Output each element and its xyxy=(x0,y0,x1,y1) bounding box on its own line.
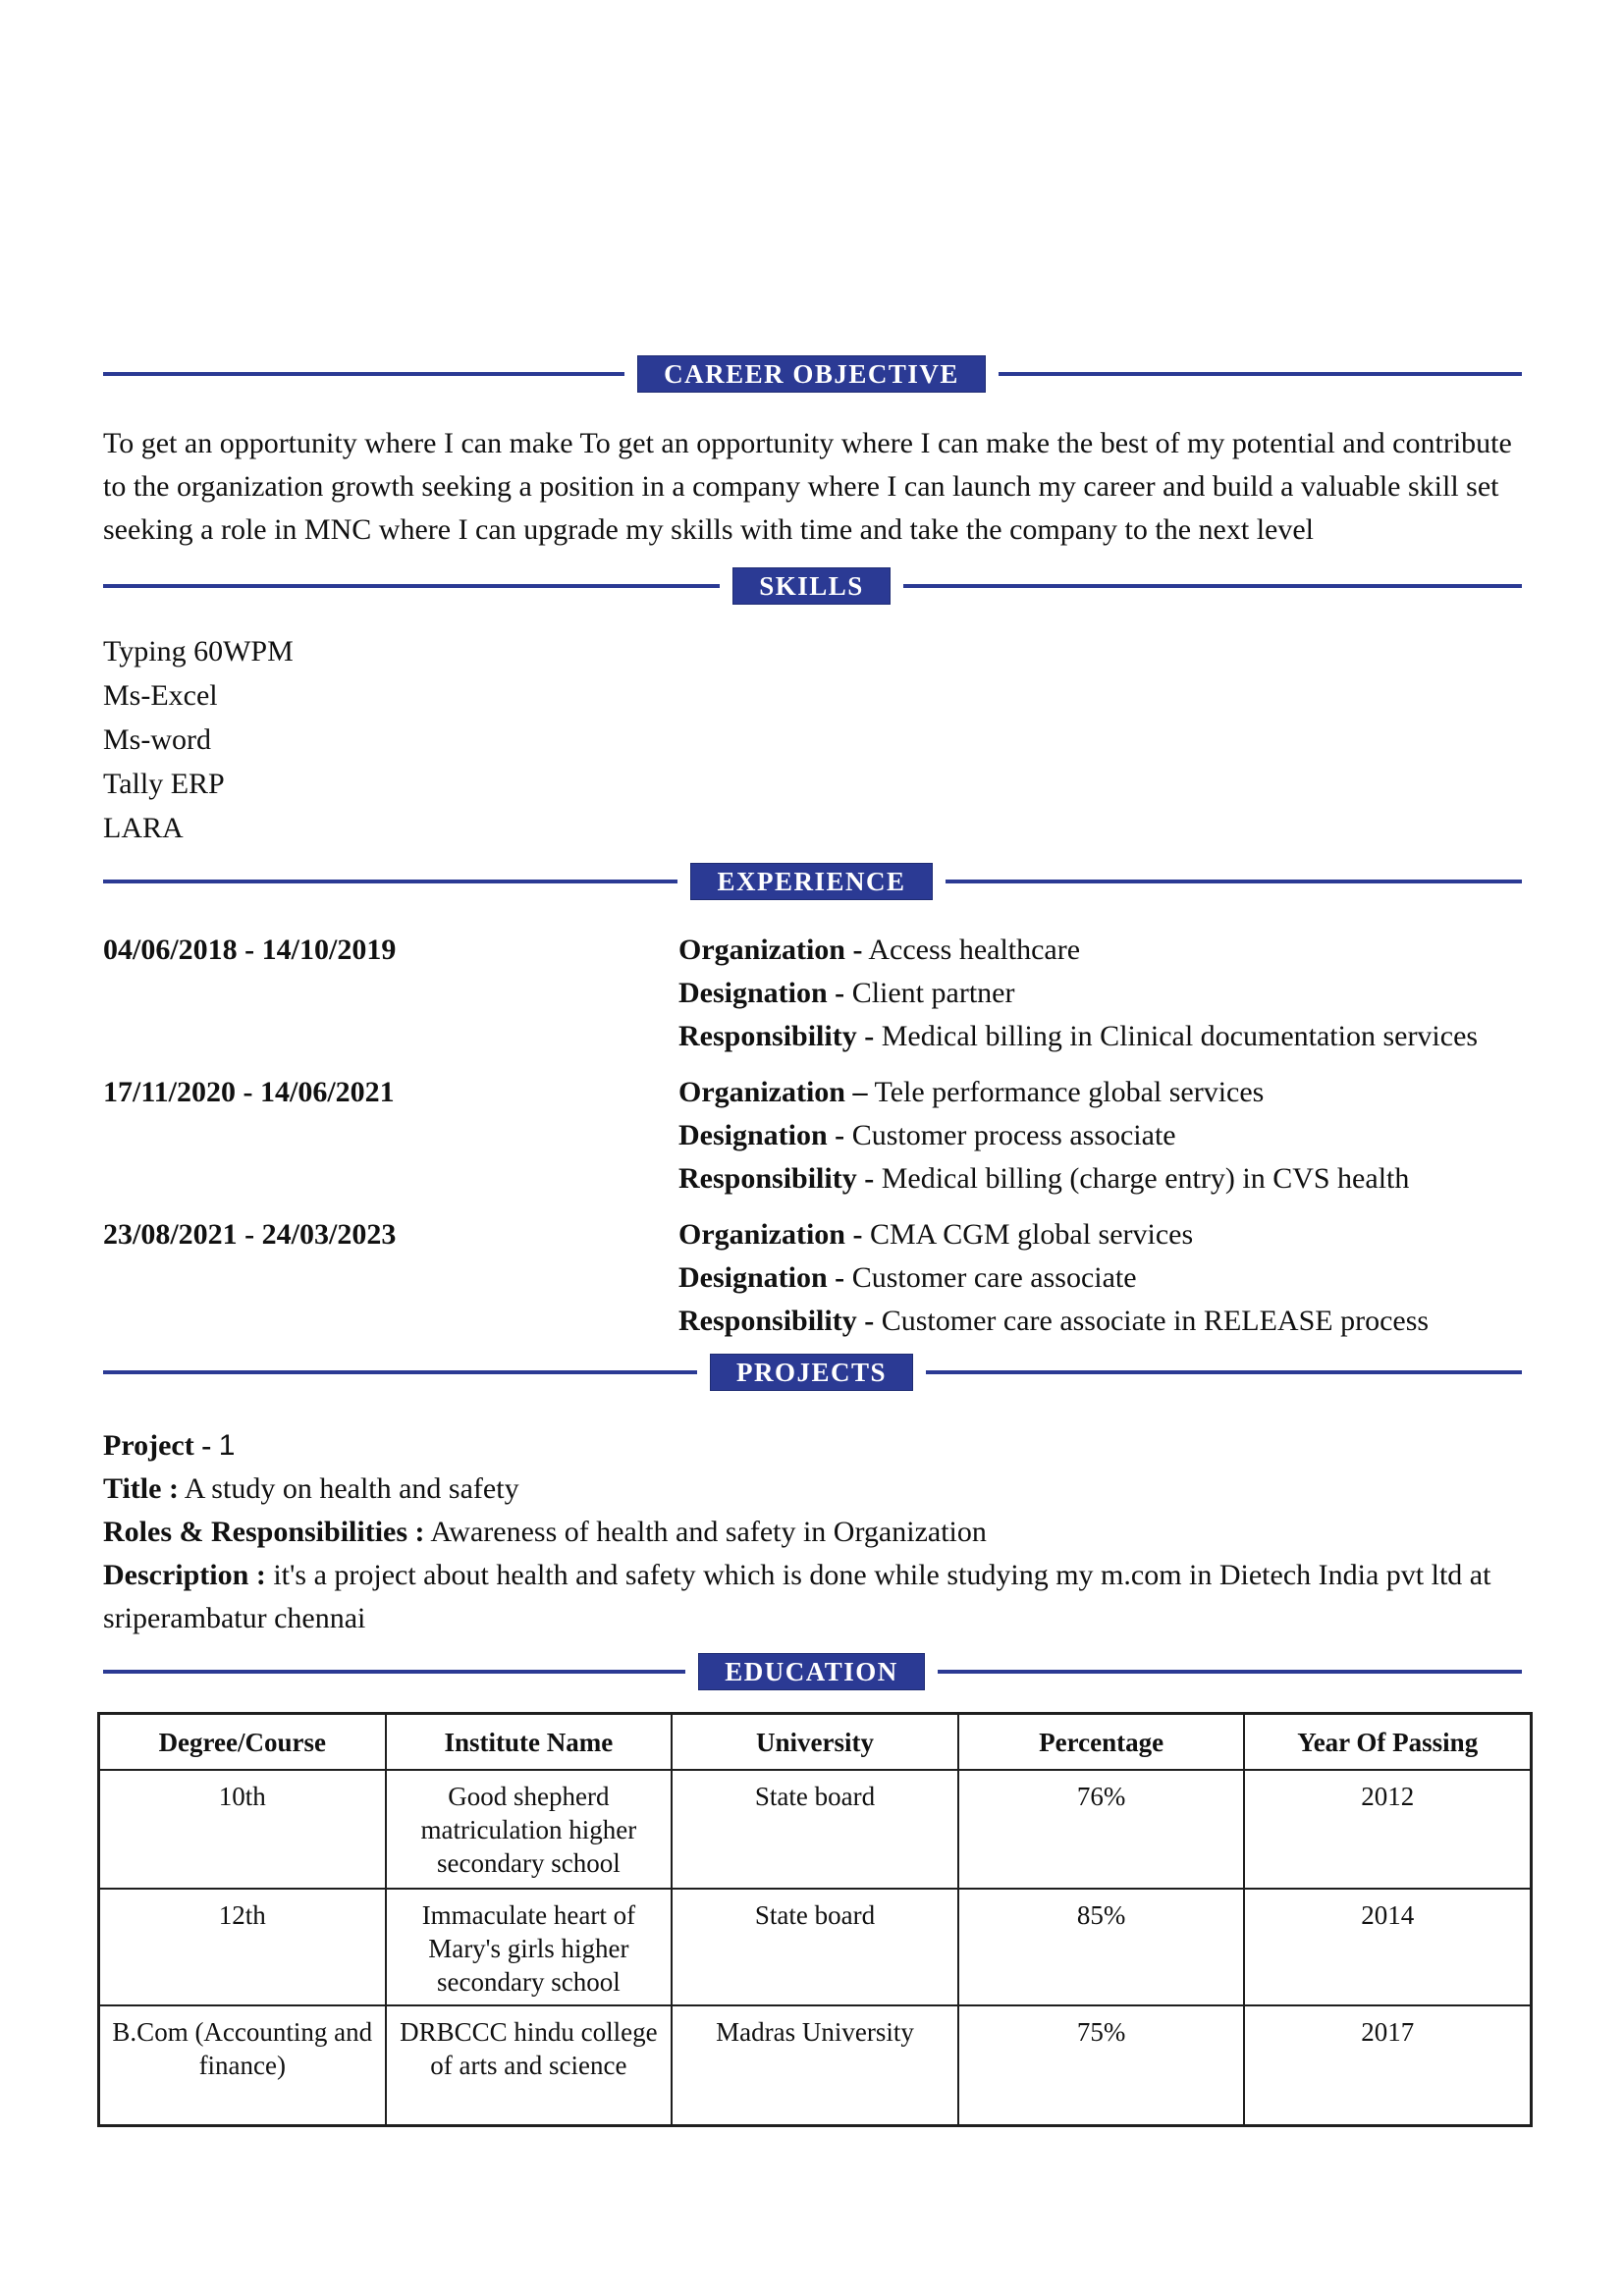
cell-degree: 10th xyxy=(99,1770,386,1889)
col-header-degree: Degree/Course xyxy=(99,1714,386,1771)
experience-period: 23/08/2021 - 24/03/2023 xyxy=(103,1218,397,1251)
cell-year: 2017 xyxy=(1244,2005,1531,2126)
experience-details xyxy=(678,929,1520,1058)
experience-detail-line xyxy=(678,1071,1520,1114)
detail-label: Roles & Responsibilities : xyxy=(103,1516,425,1548)
detail-label: Responsibility - xyxy=(678,1305,875,1337)
skill-item: Tally ERP xyxy=(103,768,225,800)
experience-detail-line xyxy=(678,1300,1520,1343)
section-title-projects: PROJECTS xyxy=(710,1354,913,1391)
section-header-experience xyxy=(0,863,1623,900)
experience-detail-line xyxy=(678,1114,1520,1157)
section-title-experience: EXPERIENCE xyxy=(690,863,932,900)
project-roles-line xyxy=(103,1511,1520,1554)
section-header-skills xyxy=(0,567,1623,605)
experience-entry xyxy=(103,1071,1520,1201)
detail-value: it's a project about health and safety which is done while studying my m.com in Dietech India pvt ltd at sriperambatur chennai xyxy=(103,1559,1491,1634)
section-chip-wrap xyxy=(677,863,945,900)
detail-value: Awareness of health and safety in Organization xyxy=(430,1516,987,1548)
detail-value: 1 xyxy=(218,1429,236,1462)
detail-value: Customer process associate xyxy=(851,1119,1176,1151)
skill-item: Typing 60WPM xyxy=(103,635,294,667)
table-row xyxy=(99,2005,1532,2126)
career-objective-text: To get an opportunity where I can make To get an opportunity where I can make the best of my potential and contribute to the organization growth seeking a position in a company where I can launch my career and build a valuable skill set seeking a role in MNC where I can upgrade my skills with time and take the company to the next level xyxy=(103,427,1512,546)
experience-detail-line xyxy=(678,1213,1520,1256)
detail-label: Organization - xyxy=(678,934,863,966)
detail-label: Organization - xyxy=(678,1218,863,1251)
cell-university: State board xyxy=(672,1889,958,2005)
experience-detail-line xyxy=(678,972,1520,1015)
experience-detail-line xyxy=(678,929,1520,972)
cell-degree: B.Com (Accounting and finance) xyxy=(99,2005,386,2126)
detail-value: CMA CGM global services xyxy=(870,1218,1194,1251)
section-chip-wrap xyxy=(624,355,999,393)
col-header-university: University xyxy=(672,1714,958,1771)
detail-label: Project - xyxy=(103,1429,212,1462)
cell-percentage: 75% xyxy=(958,2005,1245,2126)
cell-degree: 12th xyxy=(99,1889,386,2005)
experience-entry xyxy=(103,929,1520,1058)
skill-item: LARA xyxy=(103,812,184,844)
cell-institute: Good shepherd matriculation higher secondary school xyxy=(386,1770,673,1889)
education-table-wrap xyxy=(97,1712,1533,2127)
col-header-percentage: Percentage xyxy=(958,1714,1245,1771)
detail-label: Responsibility - xyxy=(678,1020,875,1052)
section-header-projects xyxy=(0,1354,1623,1391)
section-title-career-objective: CAREER OBJECTIVE xyxy=(637,355,986,393)
detail-label: Responsibility - xyxy=(678,1162,875,1195)
detail-label: Designation - xyxy=(678,1261,845,1294)
project-number-line xyxy=(103,1424,1520,1468)
section-chip-wrap xyxy=(685,1653,938,1690)
skill-item: Ms-word xyxy=(103,723,211,756)
cell-percentage: 76% xyxy=(958,1770,1245,1889)
education-table xyxy=(97,1712,1533,2127)
detail-value: A study on health and safety xyxy=(184,1472,519,1505)
detail-label: Organization – xyxy=(678,1076,868,1108)
section-chip-wrap xyxy=(697,1354,926,1391)
detail-value: Medical billing (charge entry) in CVS health xyxy=(881,1162,1410,1195)
experience-detail-line xyxy=(678,1015,1520,1058)
detail-label: Designation - xyxy=(678,1119,845,1151)
detail-label: Title : xyxy=(103,1472,179,1505)
education-header-row xyxy=(99,1714,1532,1771)
cell-university: Madras University xyxy=(672,2005,958,2126)
experience-details xyxy=(678,1071,1520,1201)
detail-value: Customer care associate in RELEASE process xyxy=(881,1305,1430,1337)
project-title-line xyxy=(103,1468,1520,1511)
experience-detail-line xyxy=(678,1256,1520,1300)
cell-year: 2014 xyxy=(1244,1889,1531,2005)
table-row xyxy=(99,1889,1532,2005)
projects-section xyxy=(103,1424,1520,1640)
experience-period: 04/06/2018 - 14/10/2019 xyxy=(103,934,397,966)
section-title-education: EDUCATION xyxy=(698,1653,925,1690)
experience-entry xyxy=(103,1213,1520,1343)
experience-section xyxy=(103,929,1520,1343)
experience-detail-line xyxy=(678,1157,1520,1201)
detail-value: Client partner xyxy=(851,977,1015,1009)
detail-label: Designation - xyxy=(678,977,845,1009)
project-description-line xyxy=(103,1554,1520,1640)
section-header-career-objective xyxy=(0,355,1623,393)
skills-list xyxy=(103,629,1520,850)
col-header-institute: Institute Name xyxy=(386,1714,673,1771)
cell-percentage: 85% xyxy=(958,1889,1245,2005)
cell-institute: Immaculate heart of Mary's girls higher secondary school xyxy=(386,1889,673,2005)
section-chip-wrap xyxy=(720,567,903,605)
section-title-skills: SKILLS xyxy=(732,567,891,605)
detail-value: Tele performance global services xyxy=(874,1076,1265,1108)
cell-university: State board xyxy=(672,1770,958,1889)
skill-item: Ms-Excel xyxy=(103,679,218,712)
table-row xyxy=(99,1770,1532,1889)
experience-details xyxy=(678,1213,1520,1343)
detail-value: Medical billing in Clinical documentation services xyxy=(881,1020,1479,1052)
detail-value: Customer care associate xyxy=(851,1261,1137,1294)
detail-label: Description : xyxy=(103,1559,266,1591)
cell-year: 2012 xyxy=(1244,1770,1531,1889)
experience-period: 17/11/2020 - 14/06/2021 xyxy=(103,1076,395,1108)
detail-value: Access healthcare xyxy=(868,934,1081,966)
section-header-education xyxy=(0,1653,1623,1690)
col-header-year: Year Of Passing xyxy=(1244,1714,1531,1771)
cell-institute: DRBCCC hindu college of arts and science xyxy=(386,2005,673,2126)
